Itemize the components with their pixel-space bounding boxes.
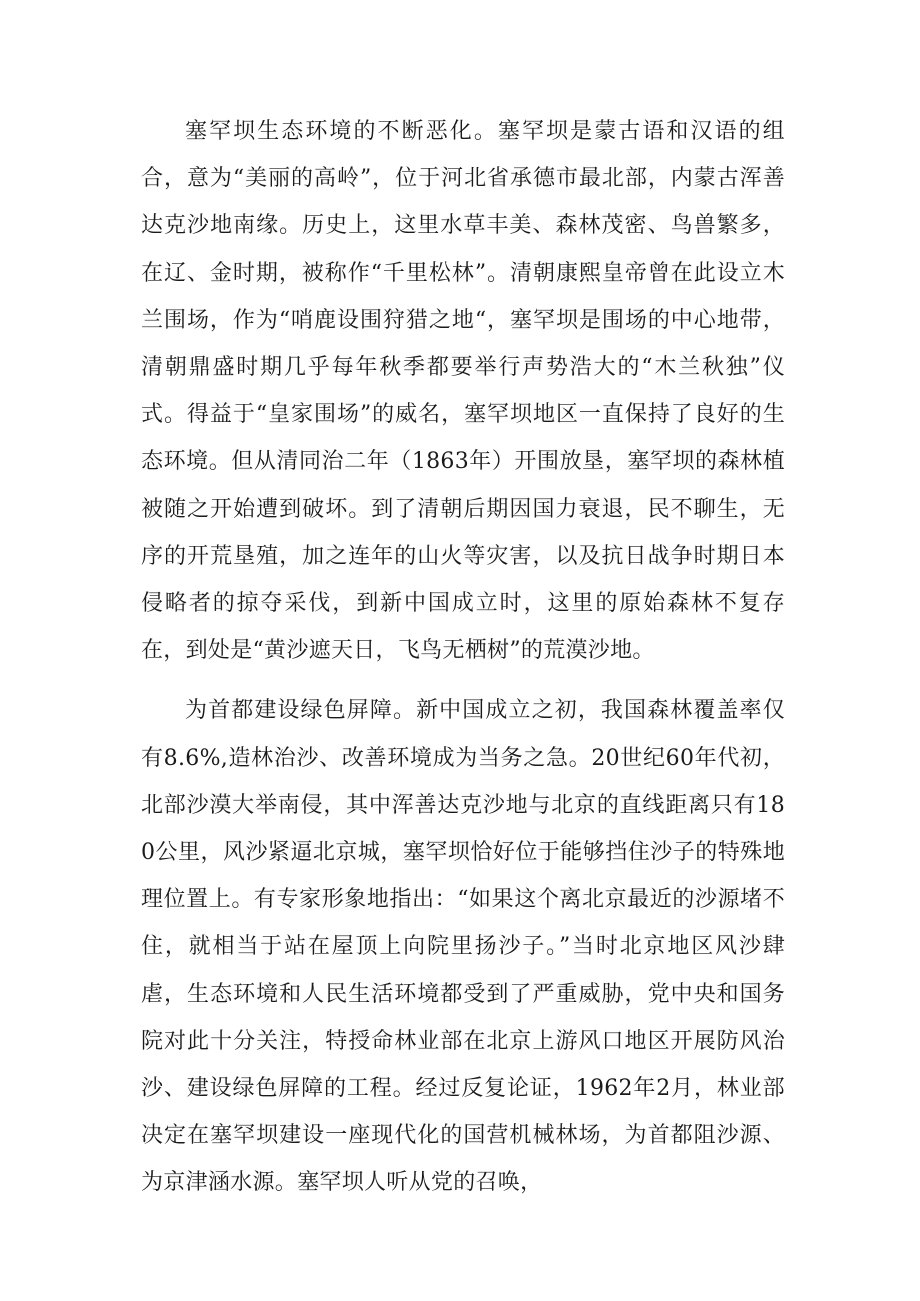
paragraph-green-barrier: 为首都建设绿色屏障。新中国成立之初，我国森林覆盖率仅有8.6%,造林治沙、改善环境成为当务之急。20世纪60年代初，北部沙漠大举南侵，其中浑善达克沙地与北京的直线距离只有180公里，风沙紧逼北京城，塞罕坝恰好位于能够挡住沙子的特殊地理位置上。有专家形象地指出：“如果这个离北京最近的沙源堵不住，就相当于站在屋顶上向院里扬沙子。”当时北京地区风沙肆虐，生态环境和人民生活环境都受到了严重威胁，党中央和国务院对此十分关注，特授命林业部在北京上游风口地区开展防风治沙、建设绿色屏障的工程。经过反复论证，1962年2月，林业部决定在塞罕坝建设一座现代化的国营机械林场，为首都阻沙源、为京津涵水源。塞罕坝人听从党的召唤， [141, 698, 785, 1196]
body-text [141, 108, 785, 1220]
paragraph-ecology-deterioration: 塞罕坝生态环境的不断恶化。塞罕坝是蒙古语和汉语的组合，意为“美丽的高岭”，位于河北省承德市最北部，内蒙古浑善达克沙地南缘。历史上，这里水草丰美、森林茂密、鸟兽繁多，在辽、金时期，被称作“千里松林”。清朝康熙皇帝曾在此设立木兰围场，作为“哨鹿设围狩猎之地“，塞罕坝是围场的中心地带，清朝鼎盛时期几乎每年秋季都要举行声势浩大的“木兰秋独”仪式。得益于“皇家围场”的威名，塞罕坝地区一直保持了良好的生态环境。但从清同治二年（1863年）开围放垦，塞罕坝的森林植被随之开始遭到破坏。到了清朝后期因国力衰退，民不聊生，无序的开荒垦殖，加之连年的山火等灾害，以及抗日战争时期日本侵略者的掠夺采伐，到新中国成立时，这里的原始森林不复存在，到处是“黄沙遮天日，飞鸟无栖树”的荒漠沙地。 [141, 119, 785, 664]
